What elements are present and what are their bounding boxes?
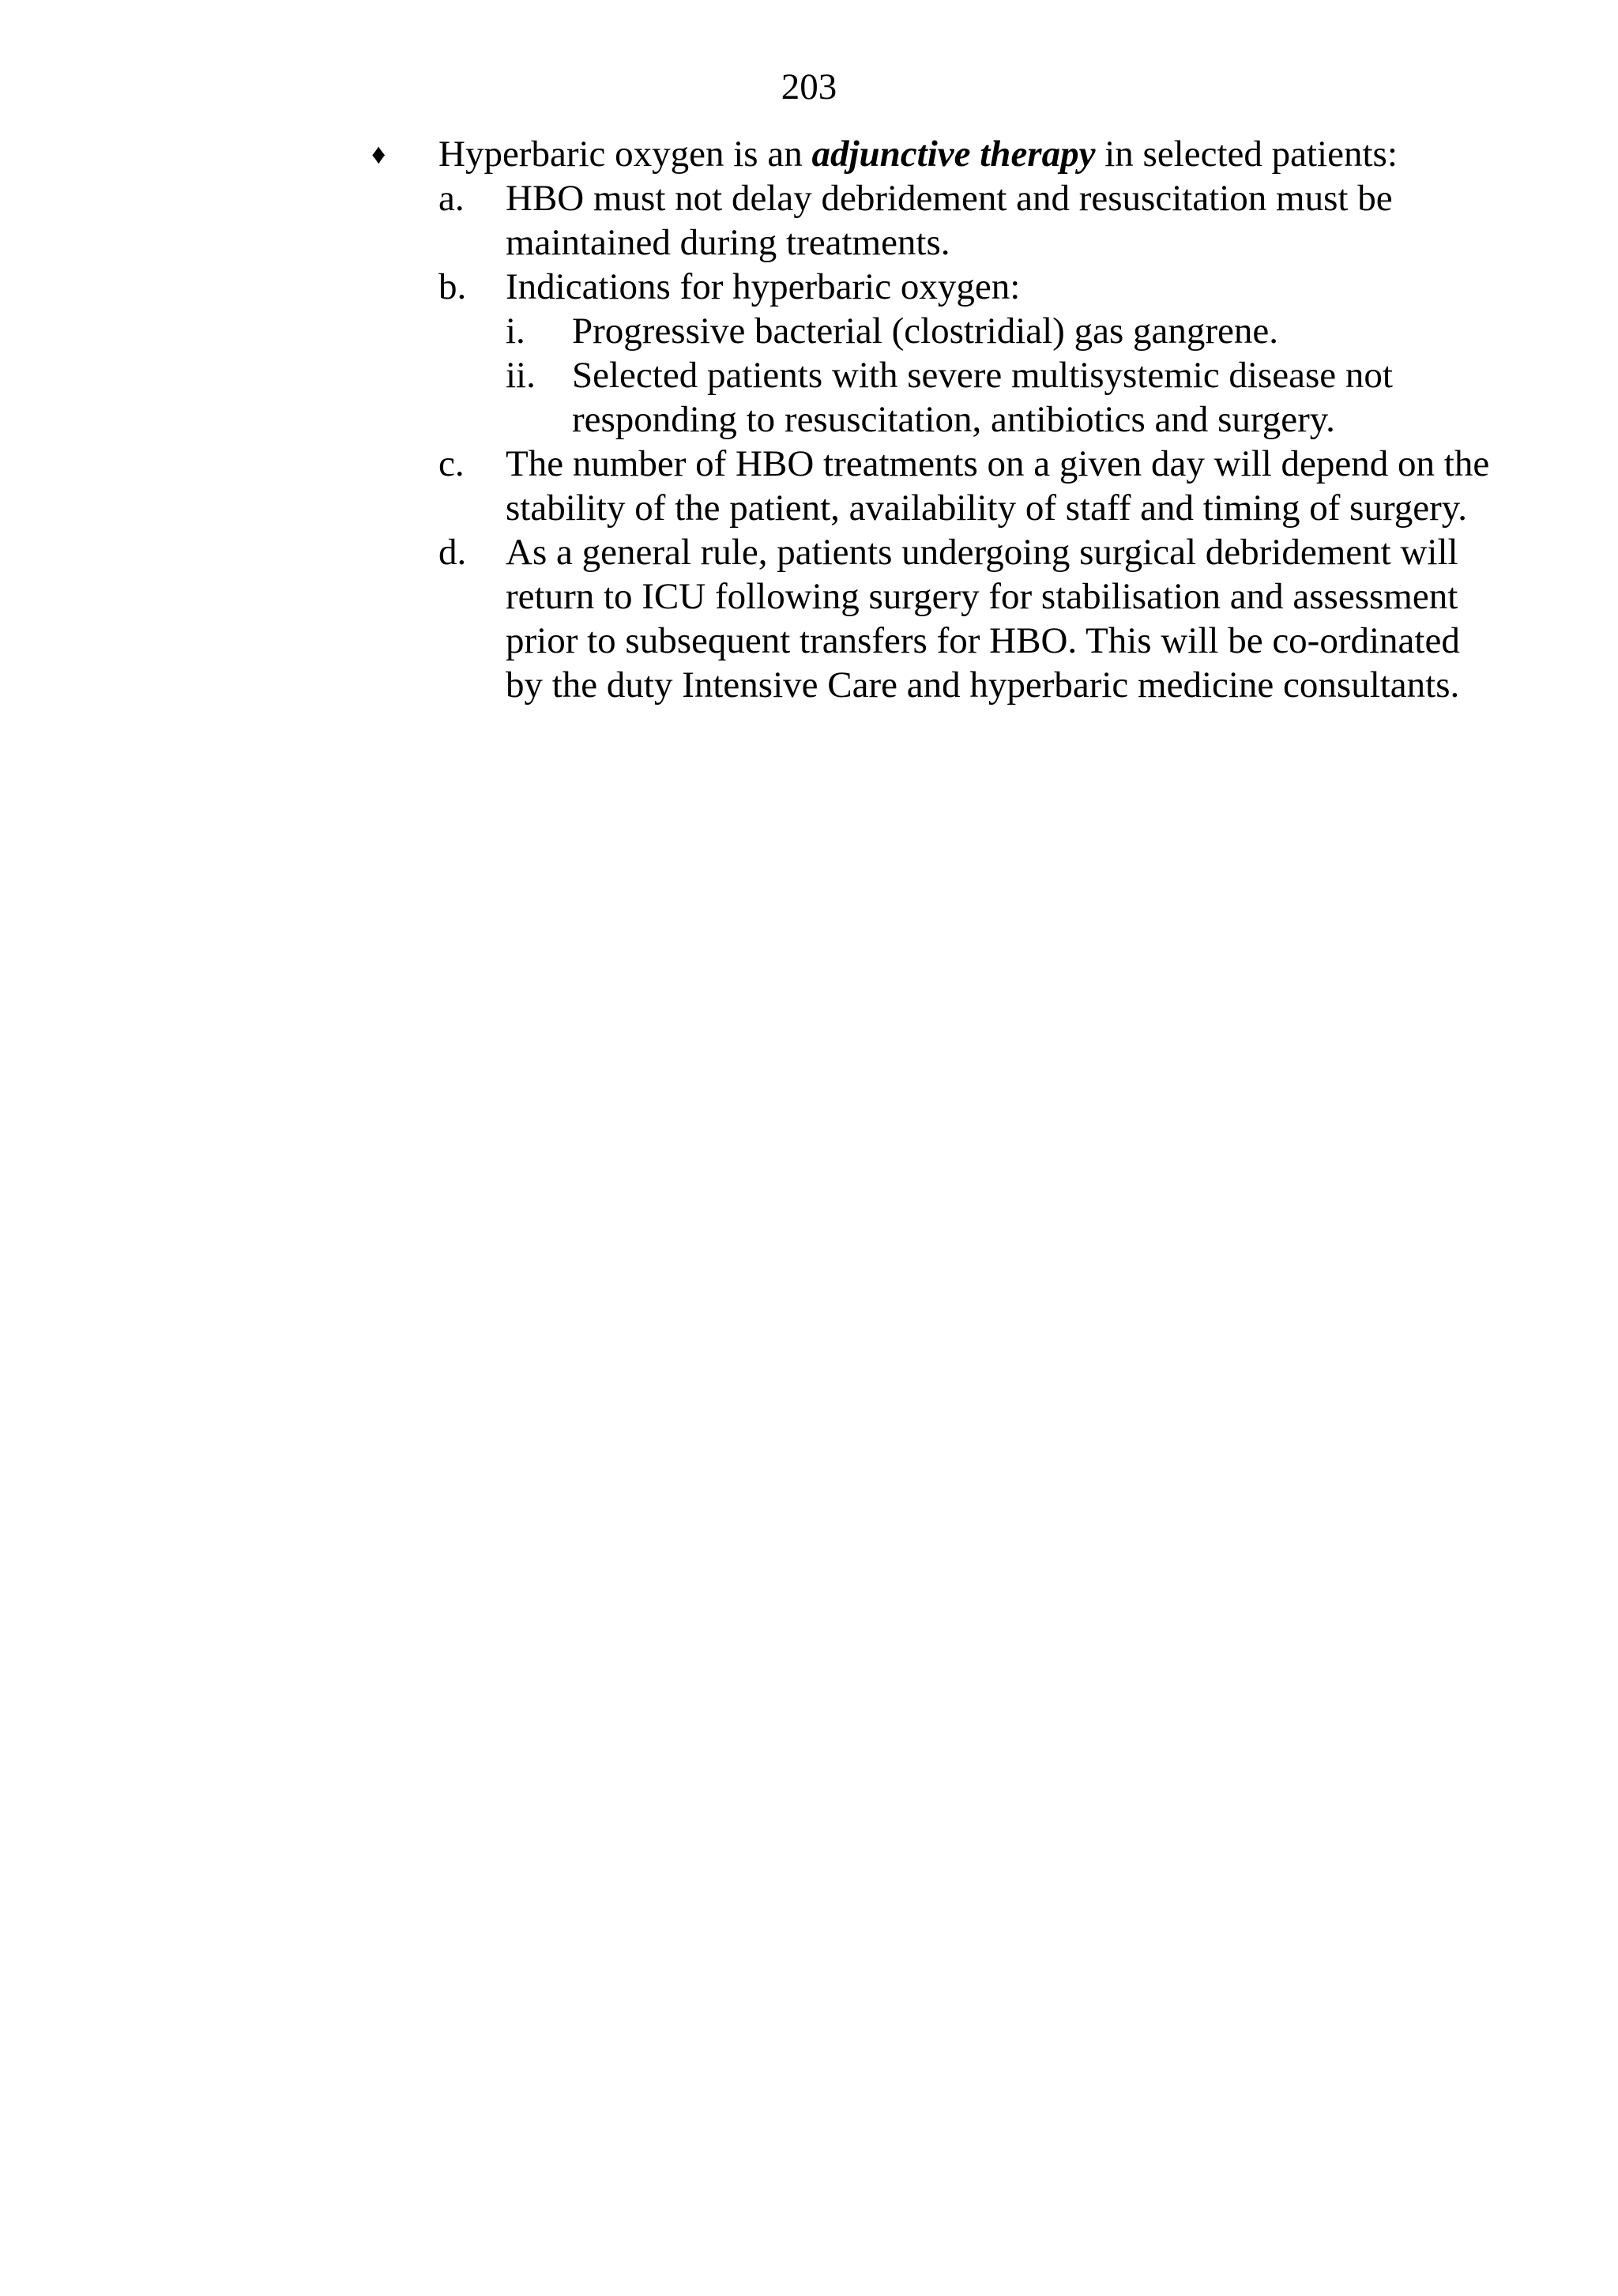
diamond-bullet-icon: ♦ — [371, 138, 386, 170]
text-line: The number of HBO treatments on a given day will depend on the — [506, 443, 1490, 484]
text-line: HBO must not delay debridement and resuscitation must be — [506, 178, 1393, 219]
bullet-item — [371, 132, 1548, 176]
page-number: 203 — [781, 66, 837, 107]
sub-list-item-i — [506, 309, 1548, 353]
text-line: Selected patients with severe multisystemic disease not — [572, 355, 1393, 396]
bullet-text — [438, 132, 1548, 176]
list-item-c — [438, 442, 1548, 530]
sub-list-marker: ii. — [506, 355, 536, 396]
list-item-text — [506, 265, 1548, 309]
list-item-text — [506, 530, 1548, 707]
list-marker: a. — [438, 178, 465, 219]
bullet-text-before: Hyperbaric oxygen is an — [438, 134, 812, 175]
bullet-emphasis: adjunctive therapy — [811, 134, 1096, 175]
sub-list-item-text — [572, 353, 1548, 442]
text-line: stability of the patient, availability of staff and timing of surgery. — [506, 487, 1467, 529]
list-item-text — [506, 442, 1548, 530]
text-line: maintained during treatments. — [506, 222, 950, 263]
list-item-d — [438, 530, 1548, 707]
text-line: prior to subsequent transfers for HBO. This will be co-ordinated — [506, 620, 1460, 661]
bullet-text-after: in selected patients: — [1095, 134, 1398, 175]
list-marker: d. — [438, 532, 467, 573]
text-line: As a general rule, patients undergoing surgical debridement will — [506, 532, 1458, 573]
sub-list-item-text — [572, 309, 1548, 353]
list-marker: b. — [438, 266, 467, 307]
text-line: Progressive bacterial (clostridial) gas gangrene. — [572, 311, 1278, 352]
sub-list-item-ii — [506, 353, 1548, 442]
list-item-text — [506, 176, 1548, 265]
text-line: by the duty Intensive Care and hyperbaric medicine consultants. — [506, 664, 1460, 706]
text-line: Indications for hyperbaric oxygen: — [506, 266, 1021, 307]
list-marker: c. — [438, 443, 465, 484]
bullet-list — [371, 132, 1548, 707]
list-item-a — [438, 176, 1548, 265]
text-line: responding to resuscitation, antibiotics and surgery. — [572, 399, 1335, 440]
sub-list-marker: i. — [506, 311, 525, 352]
text-line: return to ICU following surgery for stabilisation and assessment — [506, 576, 1458, 617]
list-item-b — [438, 265, 1548, 309]
